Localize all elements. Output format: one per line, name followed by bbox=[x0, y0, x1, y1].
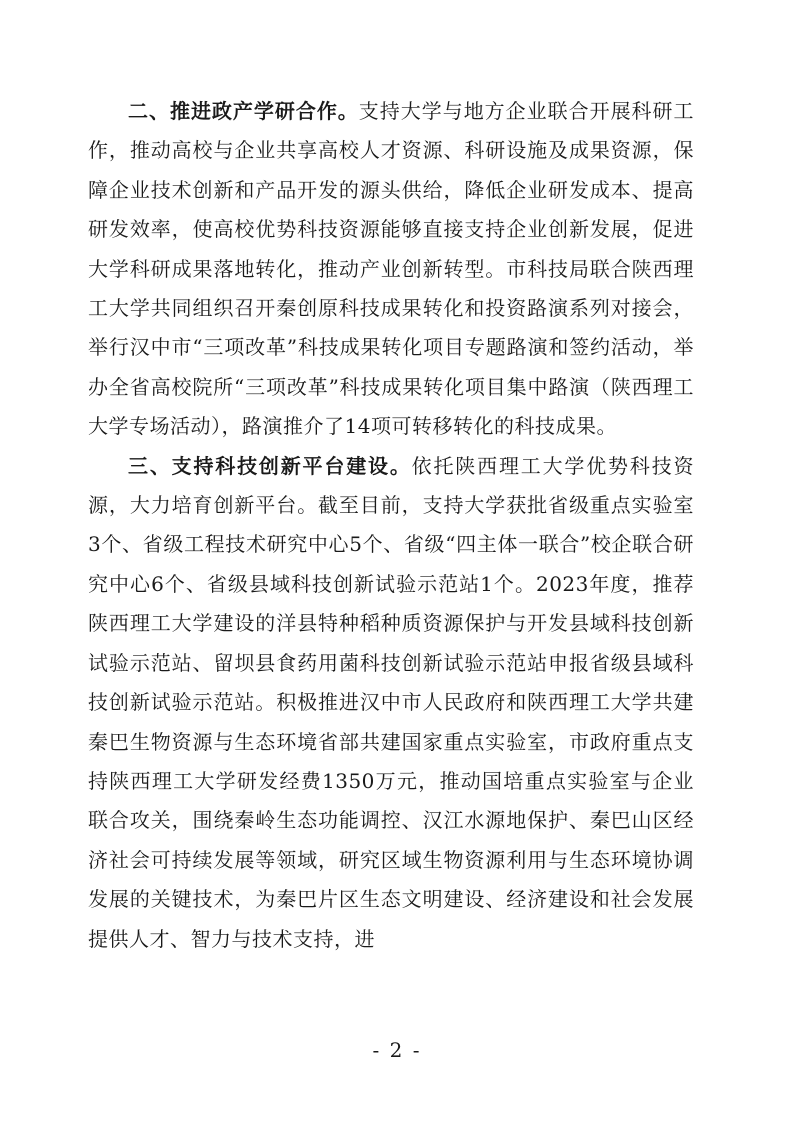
paragraph-policy-3 bbox=[88, 447, 694, 959]
paragraph-text-2: 支持大学与地方企业联合开展科研工作，推动高校与企业共享高校人才资源、科研设施及成果资源，保障企业技术创新和产品开发的源头供给，降低企业研发成本、提高研发效率，使高校优势科技资源能够直接支持企业创新发展，促进大学科研成果落地转化，推动产业创新转型。市科技局联合陕西理工大学共同组织召开秦创原科技成果转化和投资路演系列对接会，举行汉中市“三项改革”科技成果转化项目专题路演和签约活动，举办全省高校院所“三项改革”科技成果转化项目集中路演（陕西理工大学专场活动），路演推介了14项可转移转化的科技成果。 bbox=[88, 99, 695, 439]
paragraph-text-3: 依托陕西理工大学优势科技资源，大力培育创新平台。截至目前，支持大学获批省级重点实验室3个、省级工程技术研究中心5个、省级“四主体一联合”校企联合研究中心6个、省级县域科技创新试验示范站1个。2023年度，推荐陕西理工大学建设的洋县特种稻种质资源保护与开发县域科技创新试验示范站、留坝县食药用菌科技创新试验示范站申报省级县域科技创新试验示范站。积极推进汉中市人民政府和陕西理工大学共建秦巴生物资源与生态环境省部共建国家重点实验室，市政府重点支持陕西理工大学研发经费1350万元，推动国培重点实验室与企业联合攻关，围绕秦岭生态功能调控、汉江水源地保护、秦巴山区经济社会可持续发展等领域，研究区域生物资源利用与生态环境协调发展的关键技术，为秦巴片区生态文明建设、经济建设和社会发展提供人才、智力与技术支持，进 bbox=[88, 453, 695, 951]
section-heading-3: 三、支持科技创新平台建设。 bbox=[128, 453, 412, 478]
page-number: - 2 - bbox=[372, 1038, 422, 1062]
document-body bbox=[88, 92, 694, 959]
paragraph-policy-2 bbox=[88, 92, 694, 447]
section-heading-2: 二、推进政产学研合作。 bbox=[128, 99, 359, 123]
